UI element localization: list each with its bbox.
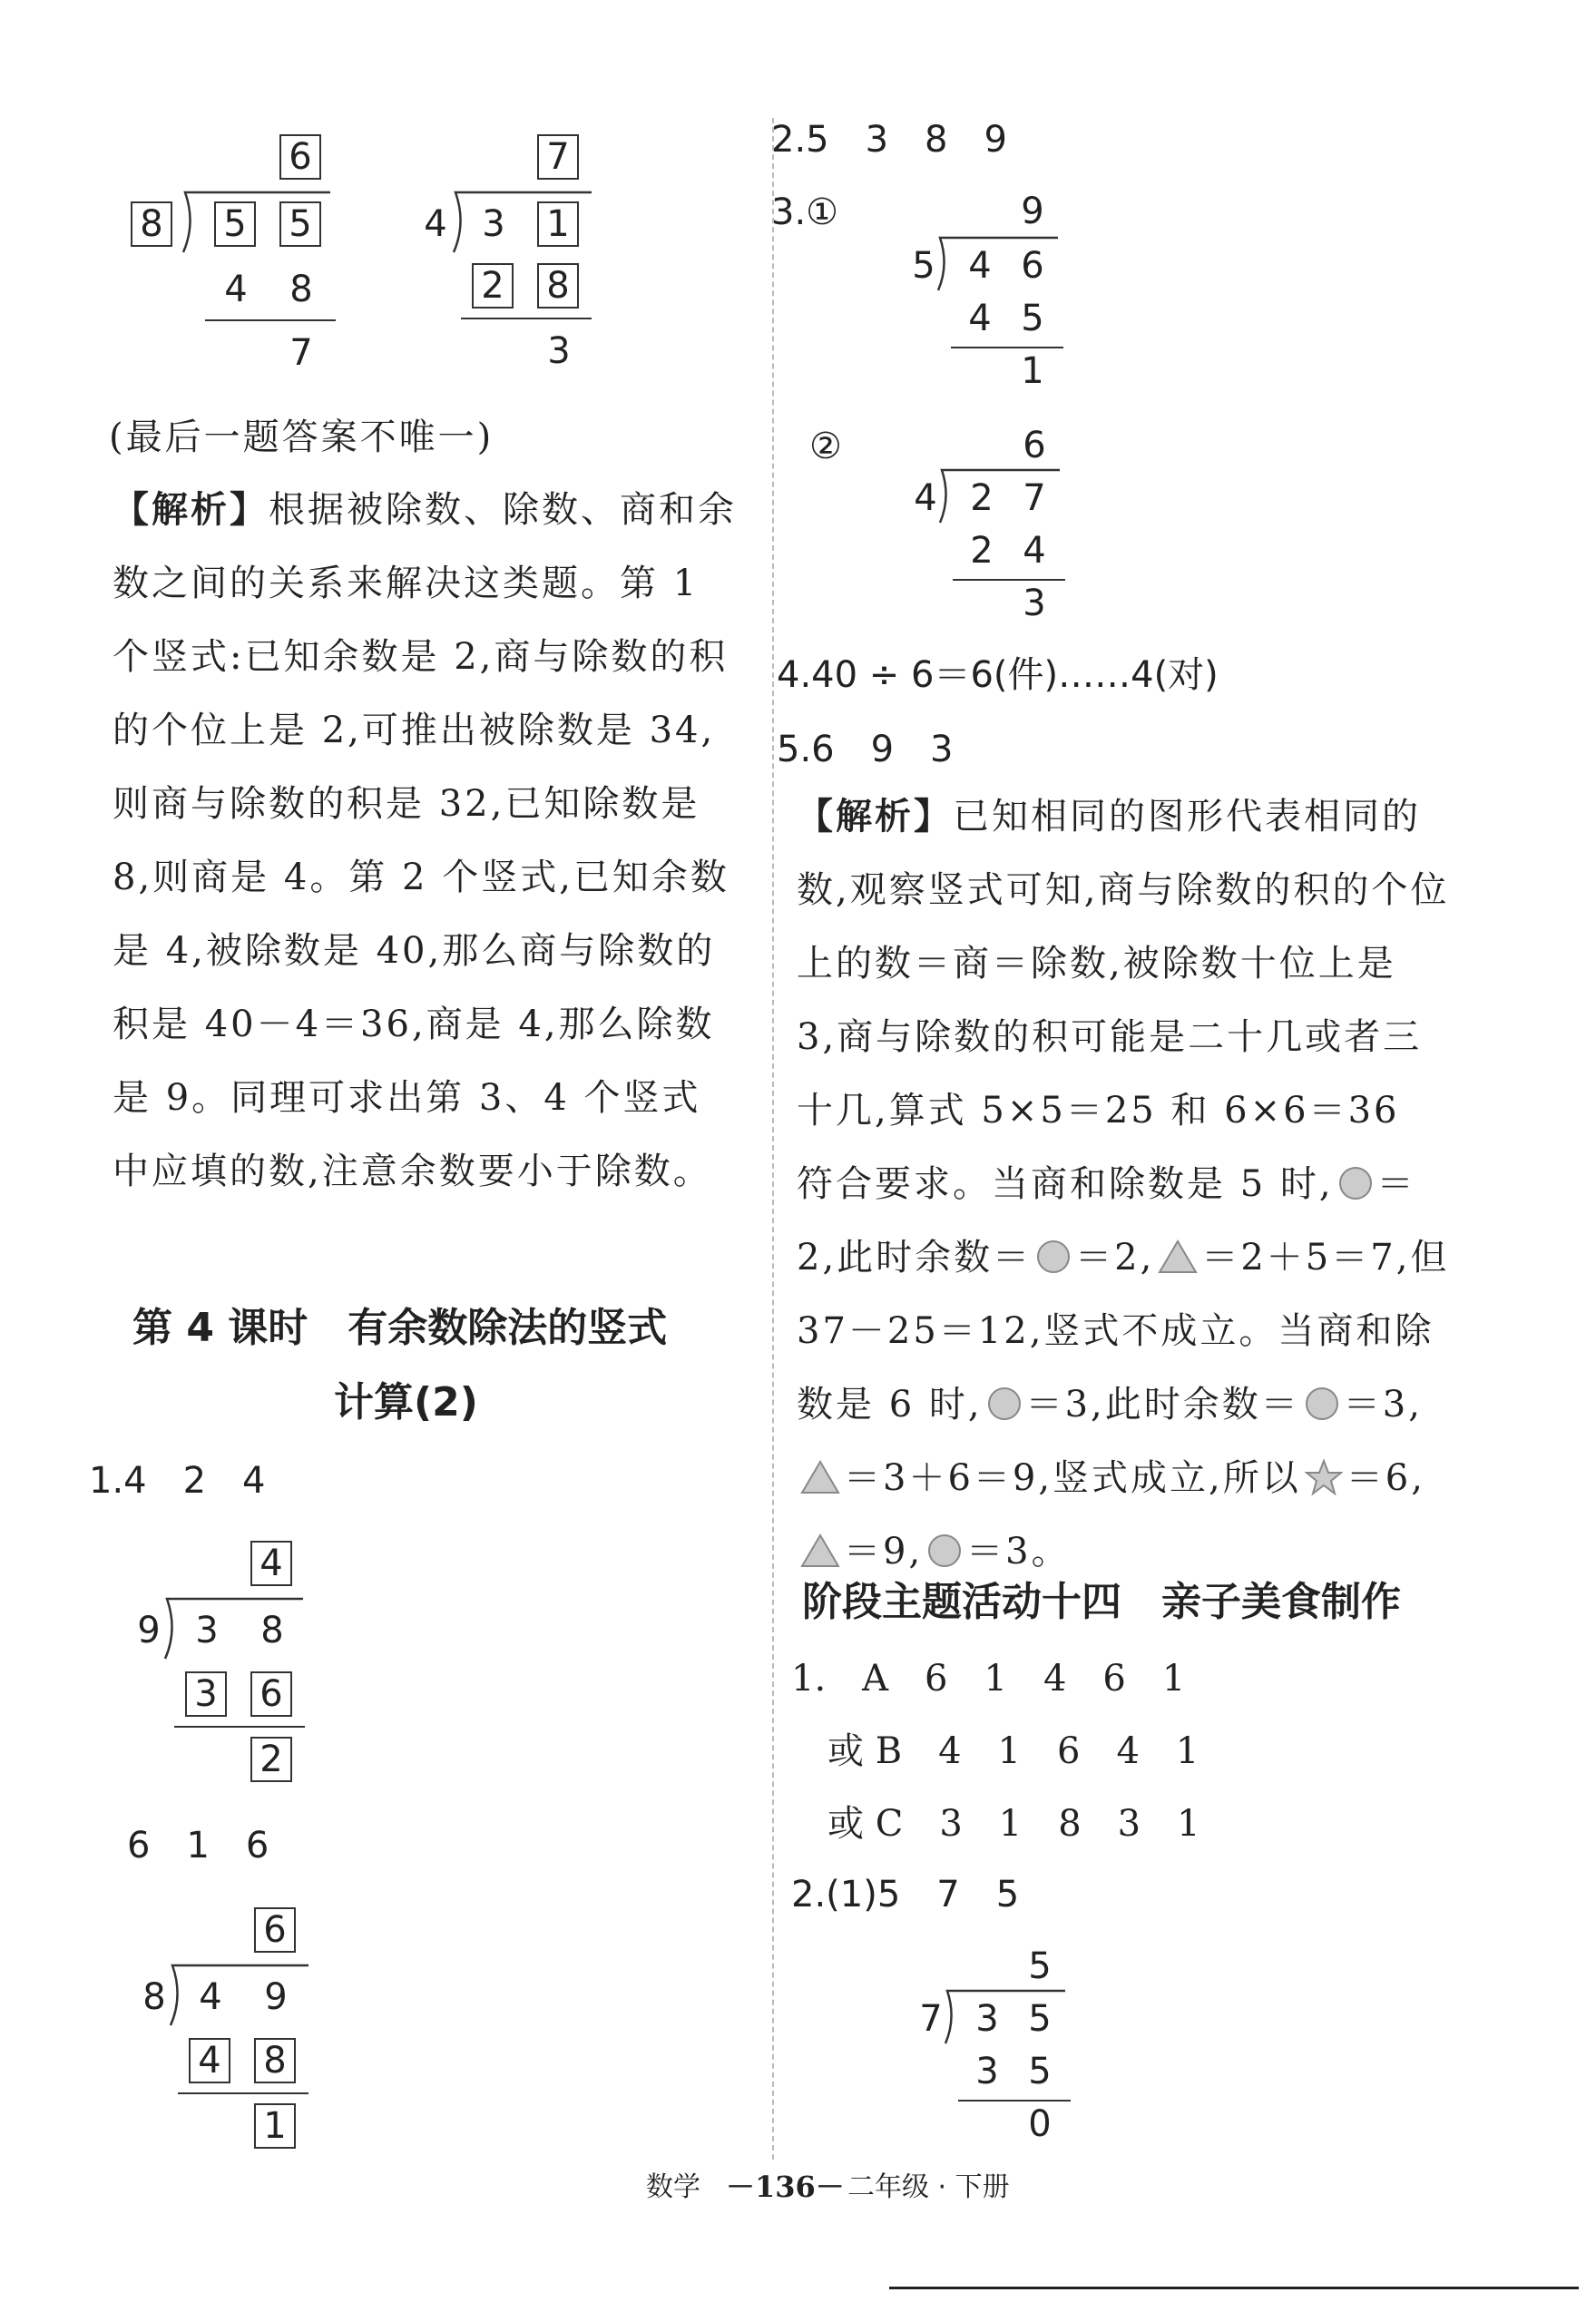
subtraction-line	[178, 2092, 308, 2094]
page-number: －136－	[726, 2170, 845, 2204]
stage-answer-1b: 或 B 4 1 6 4 1	[827, 1730, 1199, 1772]
remainder-digit: 0	[1028, 2103, 1052, 2145]
quotient-digit: 6	[1023, 425, 1046, 466]
product-digit: 4	[968, 298, 992, 339]
question-3-label: 3.①	[771, 191, 839, 233]
subtraction-line	[174, 1726, 305, 1728]
remainder-box: 1	[254, 2103, 296, 2149]
dividend-digit: 8	[260, 1610, 284, 1651]
quotient-box: 6	[279, 134, 321, 180]
stage-answer-1: 1. A 6 1 4 6 1	[791, 1658, 1186, 1700]
product-digit: 5	[1028, 2051, 1052, 2092]
circle-icon	[926, 1533, 963, 1569]
question-2: 2.5 3 8 9	[771, 119, 1007, 161]
product-digit: 4	[1023, 530, 1046, 572]
dividend-digit: 2	[970, 477, 994, 519]
analysis-text: ＝9,	[844, 1531, 924, 1572]
product-box: 8	[537, 263, 579, 309]
question-5: 5.6 9 3	[777, 729, 954, 770]
divisor-digit: 5	[912, 245, 935, 287]
product-digit: 2	[970, 530, 994, 572]
stage-answer-2: 2.(1)5 7 5	[791, 1874, 1020, 1915]
dividend-box: 5	[279, 201, 321, 247]
analysis-tag: 【解析】	[113, 489, 269, 531]
product-box: 2	[472, 263, 514, 309]
circle-icon	[986, 1386, 1023, 1422]
question-1: 1.4 2 4	[89, 1460, 266, 1502]
analysis-text: ＝6,	[1346, 1457, 1425, 1499]
note: (最后一题答案不唯一)	[109, 416, 494, 458]
footer-rule	[889, 2287, 1579, 2289]
remainder-digit: 3	[547, 330, 571, 372]
analysis-text: ＝2,此时余数＝	[797, 1163, 1416, 1279]
analysis-tag: 【解析】	[797, 796, 953, 838]
stage-answer-1c: 或 C 3 1 8 3 1	[827, 1803, 1200, 1845]
analysis-paragraph-left	[113, 474, 739, 1209]
product-digit: 5	[1021, 298, 1044, 339]
quotient-box: 4	[250, 1541, 292, 1586]
divisor-digit: 8	[142, 1976, 166, 2018]
product-digit: 8	[289, 269, 313, 310]
subtraction-line	[205, 319, 336, 321]
dividend-digit: 6	[1021, 245, 1044, 287]
product-box: 3	[185, 1671, 227, 1717]
quotient-digit: 5	[1028, 1945, 1052, 1987]
dividend-digit: 3	[195, 1610, 219, 1651]
divisor-digit: 9	[137, 1610, 161, 1651]
dividend-digit: 9	[264, 1976, 288, 2018]
analysis-text: ＝3,	[1343, 1384, 1423, 1426]
footer-grade: 二年级 · 下册	[847, 2171, 1010, 2203]
analysis-paragraph-right	[797, 780, 1450, 1589]
triangle-icon	[800, 1533, 840, 1569]
analysis-text: 已知相同的图形代表相同的数,观察竖式可知,商与除数的积的个位上的数＝商＝除数,被除数十位上是 3,商与除数的积可能是二十几或者三十几,算式 5×5＝25 和 6×6＝36 符合要求。当商和除数是 5 时,	[797, 796, 1450, 1205]
triangle-icon	[1158, 1239, 1198, 1275]
product-digit: 3	[975, 2051, 999, 2092]
remainder-digit: 7	[289, 332, 313, 374]
column-divider	[772, 118, 774, 2160]
remainder-digit: 1	[1021, 350, 1044, 392]
stage-activity-title: 阶段主题活动十四 亲子美食制作	[802, 1579, 1401, 1625]
product-box: 4	[189, 2038, 230, 2083]
product-box: 6	[250, 1671, 292, 1717]
triangle-icon	[800, 1459, 840, 1495]
divisor-digit: 4	[914, 477, 937, 519]
quotient-box: 6	[254, 1907, 296, 1953]
analysis-text: ＝3。	[966, 1531, 1071, 1572]
remainder-digit: 3	[1023, 583, 1046, 624]
lesson-title: 第 4 课时 有余数除法的竖式	[132, 1305, 668, 1351]
quotient-box: 7	[537, 134, 579, 180]
analysis-text: ＝2,	[1075, 1237, 1155, 1279]
dividend-digit: 3	[975, 1998, 999, 2040]
dividend-box: 5	[214, 201, 256, 247]
analysis-text: ＝3,此时余数＝	[1025, 1384, 1300, 1426]
analysis-text: 根据被除数、除数、商和余数之间的关系来解决这类题。第 1 个竖式:已知余数是 2,商与除数的积的个位上是 2,可推出被除数是 34,则商与除数的积是 32,已知除数是 8,则商是 4。第 2 个竖式,已知余数是 4,被除数是 40,那么商与除数的积是 40－4＝36,商是 4,那么除数是 9。同理可求出第 3、4 个竖式中应填的数,注意余数要小于除数。	[113, 489, 737, 1192]
dividend-digit: 4	[968, 245, 992, 287]
quotient-digit: 9	[1021, 191, 1044, 232]
circle-icon	[1337, 1165, 1374, 1201]
divisor-box: 8	[131, 201, 172, 247]
question-1-line-2: 6 1 6	[127, 1825, 269, 1866]
remainder-box: 2	[250, 1737, 292, 1782]
dividend-digit: 4	[199, 1976, 222, 2018]
star-icon	[1305, 1459, 1343, 1495]
analysis-text: ＝2＋5＝7,但 37－25＝12,竖式不成立。当商和除数是 6 时,	[797, 1237, 1450, 1426]
dividend-digit: 7	[1023, 477, 1046, 519]
circle-icon	[1035, 1239, 1072, 1275]
analysis-text: ＝3＋6＝9,竖式成立,所以	[844, 1457, 1301, 1499]
product-box: 8	[254, 2038, 296, 2083]
lesson-title-cont: 计算(2)	[334, 1379, 478, 1426]
subtraction-line	[461, 318, 592, 319]
product-digit: 4	[224, 269, 248, 310]
question-3-part-2-label: ②	[809, 426, 842, 467]
footer-subject: 数学	[646, 2171, 700, 2203]
question-4: 4.40 ÷ 6＝6(件)……4(对)	[777, 654, 1219, 696]
dividend-box: 1	[537, 201, 579, 247]
divisor-digit: 4	[424, 203, 447, 245]
divisor-digit: 7	[919, 1998, 943, 2040]
circle-icon	[1304, 1386, 1340, 1422]
dividend-digit: 3	[482, 203, 505, 245]
dividend-digit: 5	[1028, 1998, 1052, 2040]
